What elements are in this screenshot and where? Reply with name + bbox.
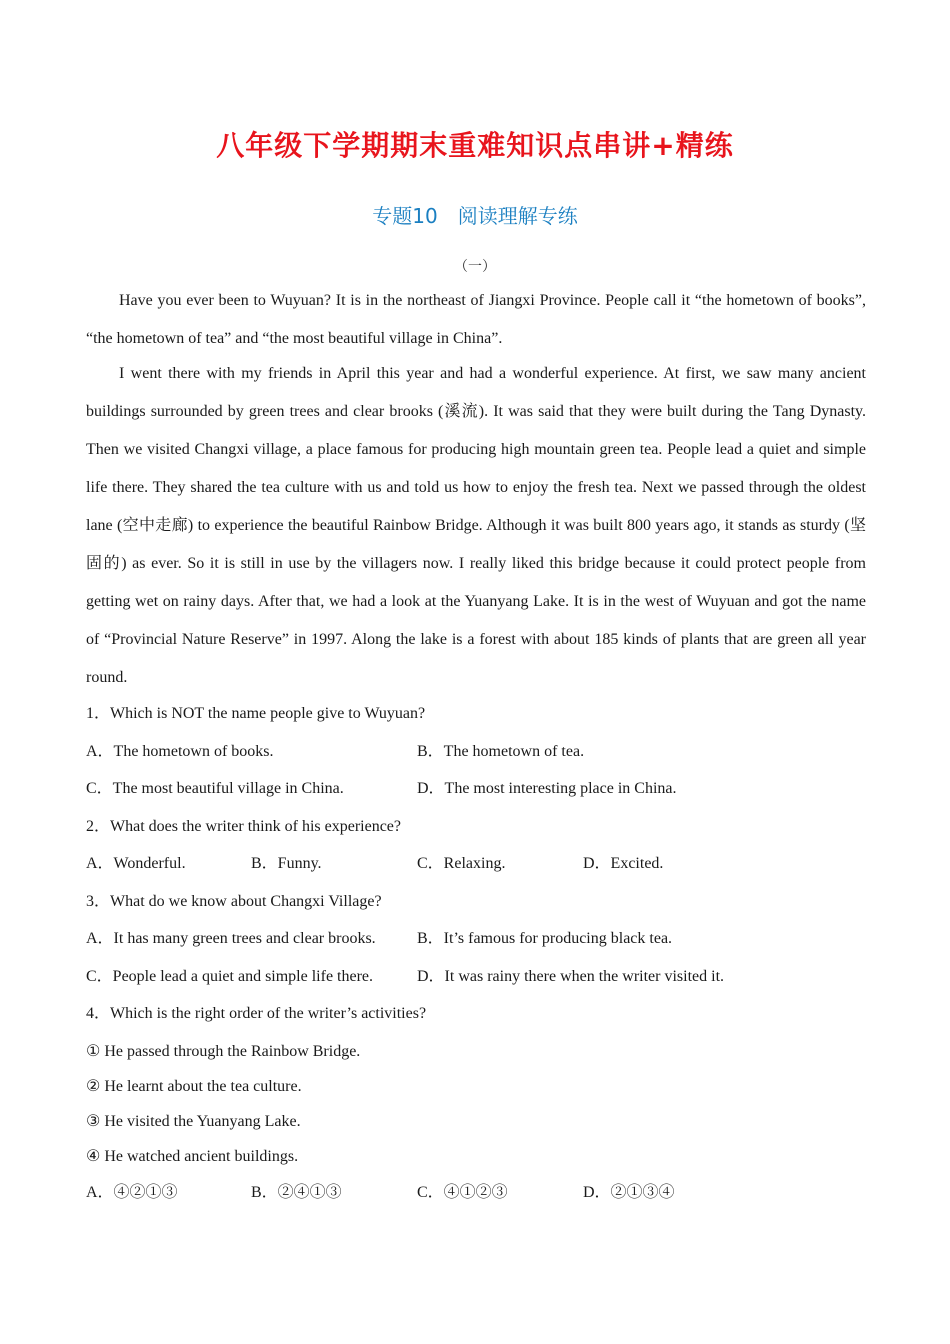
question-4-option-a: A．④②①③: [86, 1184, 178, 1201]
question-4-option-c: C．④①②③: [417, 1184, 508, 1201]
question-2-option-c: C．Relaxing.: [417, 855, 506, 872]
question-3-option-b: B．It’s famous for producing black tea.: [417, 930, 673, 947]
section-label: （一）: [454, 260, 496, 275]
question-4-stem: 4．Which is the right order of the writer’s activities?: [86, 1005, 427, 1022]
question-1-option-d: D．The most interesting place in China.: [417, 780, 677, 797]
passage-paragraph-1: Have you ever been to Wuyuan? It is in the northeast of Jiangxi Province. People call it “the hometown of books”, “the hometown of tea” and “the most beautiful village in China”.: [86, 292, 866, 347]
question-3-option-c: C．People lead a quiet and simple life there.: [86, 968, 374, 985]
question-4-item-4: ④ He watched ancient buildings.: [86, 1148, 299, 1165]
question-3-option-a: A．It has many green trees and clear brooks.: [86, 930, 376, 947]
question-3-stem: 3．What do we know about Changxi Village?: [86, 893, 382, 910]
document-subtitle: 专题10 阅读理解专练: [372, 204, 578, 228]
document-title: 八年级下学期期末重难知识点串讲+精练: [216, 129, 734, 162]
question-2-option-d: D．Excited.: [583, 855, 664, 872]
question-1-option-c: C．The most beautiful village in China.: [86, 780, 344, 797]
question-4-item-1: ① He passed through the Rainbow Bridge.: [86, 1043, 361, 1060]
question-2-option-b: B．Funny.: [251, 855, 322, 872]
question-4-item-2: ② He learnt about the tea culture.: [86, 1078, 302, 1095]
question-1-option-a: A．The hometown of books.: [86, 743, 274, 760]
question-1-option-b: B．The hometown of tea.: [417, 743, 585, 760]
question-4-option-b: B．②④①③: [251, 1184, 342, 1201]
question-2-option-a: A．Wonderful.: [86, 855, 186, 872]
passage-paragraph-2: I went there with my friends in April this year and had a wonderful experience. At first, we saw many ancient buildings surrounded by green trees and clear brooks (溪流). It was said that they were built during the Tang Dynasty. Then we visited Changxi village, a place famous for producing high mountain green tea. People lead a quiet and simple life there. They shared the tea culture with us and told us how to enjoy the fresh tea. Next we passed through the oldest lane (空中走廊) to experience the beautiful Rainbow Bridge. Although it was built 800 years ago, it stands as sturdy (坚固的) as ever. So it is still in use by the villagers now. I really liked this bridge because it could protect people from getting wet on rainy days. After that, we had a look at the Yuanyang Lake. It is in the west of Wuyuan and got the name of “Provincial Nature Reserve” in 1997. Along the lake is a forest with about 185 kinds of plants that are green all year round.: [86, 365, 866, 686]
question-2-stem: 2．What does the writer think of his experience?: [86, 818, 402, 835]
question-4-item-3: ③ He visited the Yuanyang Lake.: [86, 1113, 301, 1130]
question-3-option-d: D．It was rainy there when the writer visited it.: [417, 968, 725, 985]
question-4-option-d: D．②①③④: [583, 1184, 675, 1201]
question-1-stem: 1．Which is NOT the name people give to Wuyuan?: [86, 705, 426, 722]
